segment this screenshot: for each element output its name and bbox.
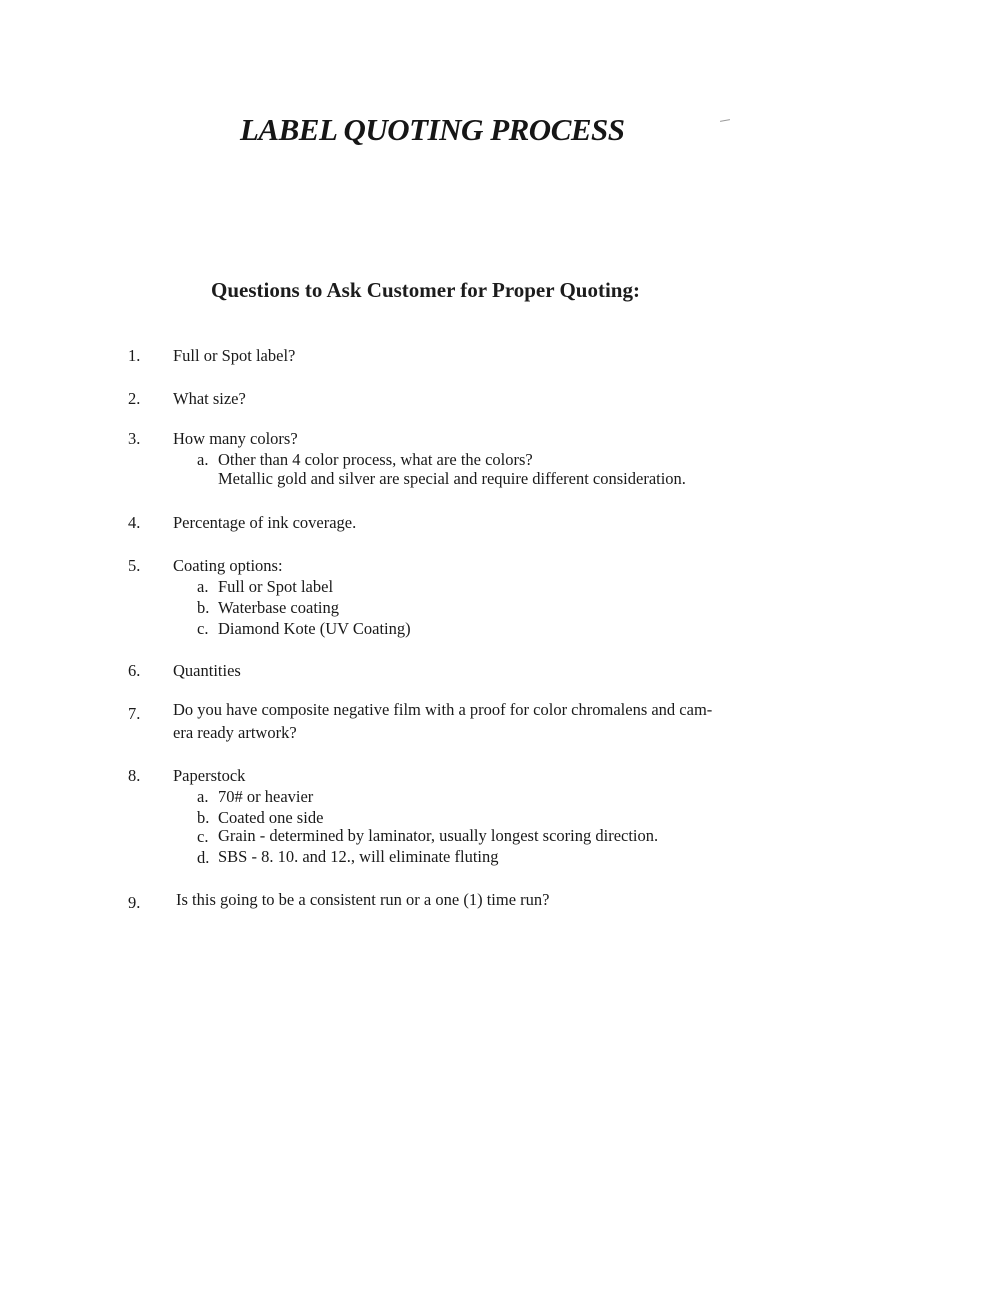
subitem-letter: b. bbox=[197, 598, 210, 617]
subitem-text: 70# or heavier bbox=[218, 787, 314, 806]
question-text: Paperstock bbox=[173, 766, 246, 785]
document-subtitle: Questions to Ask Customer for Proper Quoting: bbox=[211, 278, 640, 302]
scan-mark bbox=[720, 119, 730, 122]
question-number: 1. bbox=[128, 346, 141, 365]
question-number: 6. bbox=[128, 661, 141, 680]
subitem-text: Coated one side bbox=[218, 808, 324, 827]
question-number: 9. bbox=[128, 893, 141, 912]
question-text: Coating options: bbox=[173, 556, 283, 575]
subitem-letter: a. bbox=[197, 450, 209, 469]
question-number: 3. bbox=[128, 429, 141, 448]
subitem-letter: c. bbox=[197, 827, 209, 846]
subitem-text: Metallic gold and silver are special and require different consideration. bbox=[218, 469, 686, 488]
question-text: What size? bbox=[173, 389, 246, 408]
subitem-letter: b. bbox=[197, 808, 210, 827]
subitem-text: Full or Spot label bbox=[218, 577, 334, 596]
question-text: How many colors? bbox=[173, 429, 298, 448]
subitem-letter: d. bbox=[197, 848, 210, 867]
subitem-text: Grain - determined by laminator, usually longest scoring direction. bbox=[218, 826, 659, 845]
question-number: 2. bbox=[128, 389, 141, 408]
document-title: LABEL QUOTING PROCESS bbox=[240, 112, 625, 147]
question-text: Quantities bbox=[173, 661, 241, 680]
question-text: Full or Spot label? bbox=[173, 346, 296, 365]
question-number: 8. bbox=[128, 766, 141, 785]
subitem-text: Waterbase coating bbox=[218, 598, 339, 617]
subitem-letter: a. bbox=[197, 787, 209, 806]
question-number: 5. bbox=[128, 556, 141, 575]
subitem-text: SBS - 8. 10. and 12., will eliminate fluting bbox=[218, 847, 499, 866]
question-text: Do you have composite negative film with a proof for color chromalens and cam- bbox=[173, 700, 713, 719]
question-text: Percentage of ink coverage. bbox=[173, 513, 357, 532]
question-number: 4. bbox=[128, 513, 141, 532]
question-text: Is this going to be a consistent run or a one (1) time run? bbox=[176, 890, 550, 909]
subitem-text: Diamond Kote (UV Coating) bbox=[218, 619, 411, 638]
question-text-continued: era ready artwork? bbox=[173, 723, 297, 742]
subitem-letter: a. bbox=[197, 577, 209, 596]
subitem-letter: c. bbox=[197, 619, 209, 638]
question-number: 7. bbox=[128, 704, 141, 723]
subitem-text: Other than 4 color process, what are the colors? bbox=[218, 450, 533, 469]
